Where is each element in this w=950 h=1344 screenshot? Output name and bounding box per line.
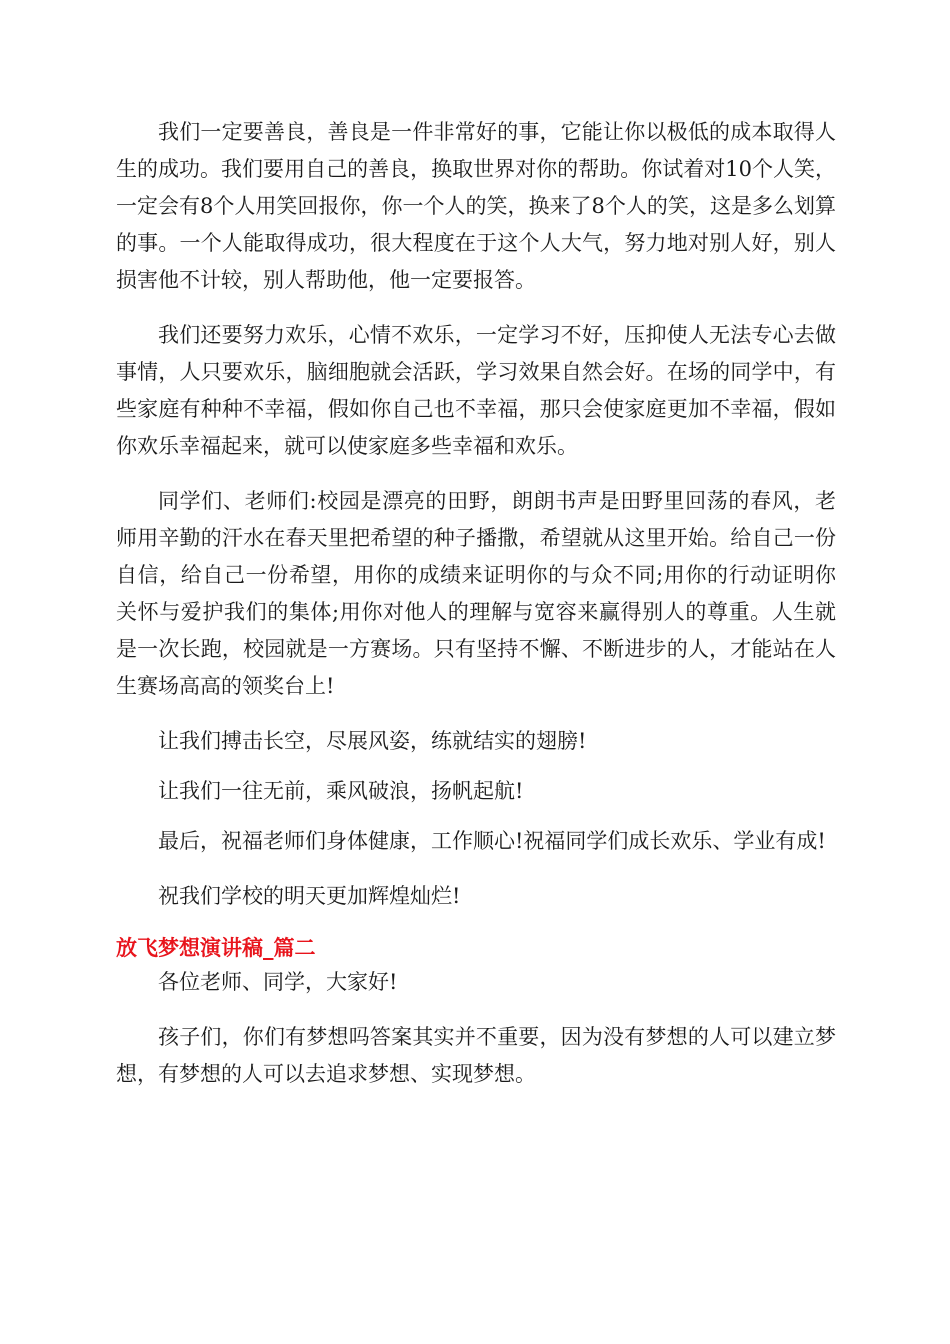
document-body bbox=[116, 114, 836, 1093]
paragraph-dreams: 孩子们，你们有梦想吗答案其实并不重要，因为没有梦想的人可以建立梦想，有梦想的人可以去追求梦想、实现梦想。 bbox=[116, 1025, 836, 1086]
paragraph-wishes: 最后，祝福老师们身体健康，工作顺心!祝福同学们成长欢乐、学业有成! bbox=[158, 829, 826, 853]
paragraph-greeting: 各位老师、同学，大家好! bbox=[158, 970, 398, 994]
paragraph-happiness: 我们还要努力欢乐，心情不欢乐，一定学习不好，压抑使人无法专心去做事情，人只要欢乐，脑细胞就会活跃，学习效果自然会好。在场的同学中，有些家庭有种种不幸福，假如你自己也不幸福，那只会使家庭更加不幸福，假如你欢乐幸福起来，就可以使家庭多些幸福和欢乐。 bbox=[116, 323, 836, 458]
paragraph-wings: 让我们搏击长空，尽展风姿，练就结实的翅膀! bbox=[158, 729, 587, 753]
paragraph-kindness: 我们一定要善良，善良是一件非常好的事，它能让你以极低的成本取得人生的成功。我们要用自己的善良，换取世界对你的帮助。你试着对10个人笑，一定会有8个人用笑回报你，你一个人的笑，换来了8个人的笑，这是多么划算的事。一个人能取得成功，很大程度在于这个人大气，努力地对别人好，别人损害他不计较，别人帮助他，他一定要报答。 bbox=[116, 120, 836, 292]
paragraph-campus: 同学们、老师们:校园是漂亮的田野，朗朗书声是田野里回荡的春风，老师用辛勤的汗水在春天里把希望的种子播撒，希望就从这里开始。给自己一份自信，给自己一份希望，用你的成绩来证明你的与众不同;用你的行动证明你关怀与爱护我们的集体;用你对他人的理解与宽容来赢得别人的尊重。人生就是一次长跑，校园就是一方赛场。只有坚持不懈、不断进步的人，才能站在人生赛场高高的领奖台上! bbox=[116, 489, 836, 698]
section-heading: 放飞梦想演讲稿_篇二 bbox=[116, 936, 316, 960]
paragraph-sail: 让我们一往无前，乘风破浪，扬帆起航! bbox=[158, 779, 524, 803]
paragraph-school-future: 祝我们学校的明天更加辉煌灿烂! bbox=[158, 884, 461, 908]
